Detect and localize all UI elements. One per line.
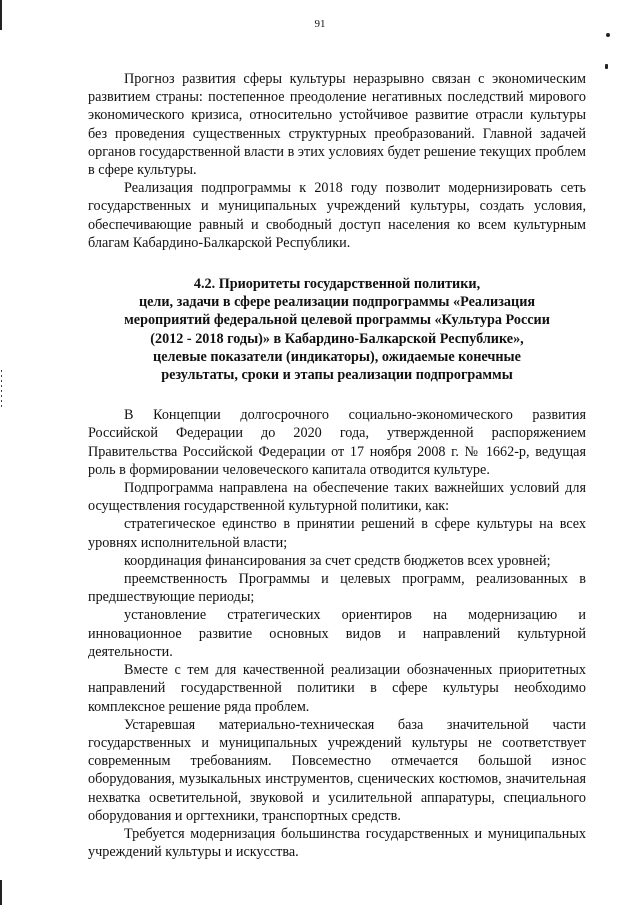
paragraph: Прогноз развития сферы культуры неразрывно связан с экономическим развитием страны: постепенное преодоление негативных последствий мирового экономического кризиса, относительно устойчивое развитие отрасли культуры без проведения существенных структурных преобразований. Главной задачей органов государственной власти в этих условиях будет решение текущих проблем в сфере культуры.: [88, 71, 586, 179]
scan-speck: [606, 33, 610, 37]
heading-line: (2012 - 2018 годы)» в Кабардино-Балкарской Республике»,: [150, 330, 524, 347]
scan-speck: [605, 64, 608, 69]
paragraph: Реализация подпрограммы к 2018 году позволит модернизировать сеть государственных и муниципальных учреждений культуры, создать условия, обеспечивающие равный и свободный доступ населения ко всем культурным благам Кабардино-Балкарской Республики.: [88, 180, 586, 251]
paragraph: Требуется модернизация большинства государственных и муниципальных учреждений культуры и искусства.: [88, 825, 586, 861]
paragraph: Устаревшая материально-техническая база значительной части государственных и муниципальных учреждений культуры не соответствует современным требованиям. Повсеместно отмечается большой износ оборудования, музыкальных инструментов, сценических костюмов, значительная нехватка осветительной, звуковой и усилительной аппаратуры, специального оборудования и оргтехники, транспортных средств.: [88, 716, 586, 824]
heading-line: целевые показатели (индикаторы), ожидаемые конечные: [153, 348, 521, 365]
list-item: стратегическое единство в принятии решений в сфере культуры на всех уровнях исполнительной власти;: [88, 516, 586, 551]
scan-edge-dots: [1, 370, 2, 410]
page-number: 91: [314, 18, 326, 30]
section-heading: [88, 275, 586, 384]
heading-line: цели, задачи в сфере реализации подпрограммы «Реализация: [138, 294, 536, 311]
document-body: [88, 70, 586, 861]
list-item: преемственность Программы и целевых программ, реализованных в предшествующие периоды;: [88, 571, 586, 606]
paragraph: Подпрограмма направлена на обеспечение таких важнейших условий для осуществления государственной культурной политики, как:: [88, 480, 586, 515]
heading-line: результаты, сроки и этапы реализации подпрограммы: [161, 367, 513, 384]
scan-edge-mark: [0, 880, 2, 905]
paragraph: В Концепции долгосрочного социально-экономического развития Российской Федерации до 2020 года, утвержденной распоряжением Правительства Российской Федерации от 17 ноября 2008 г. № 1662-р, ведущая роль в формировании человеческого капитала отводится культуре.: [88, 407, 586, 478]
heading-line: мероприятий федеральной целевой программы «Культура России: [124, 312, 550, 329]
list-item: координация финансирования за счет средств бюджетов всех уровней;: [124, 552, 551, 569]
heading-line: 4.2. Приоритеты государственной политики,: [193, 276, 481, 293]
paragraph: Вместе с тем для качественной реализации обозначенных приоритетных направлений государственной политики в сфере культуры необходимо комплексное решение ряда проблем.: [88, 662, 586, 715]
list-item: установление стратегических ориентиров на модернизацию и инновационное развитие основных видов и направлений культурной деятельности.: [88, 607, 586, 660]
